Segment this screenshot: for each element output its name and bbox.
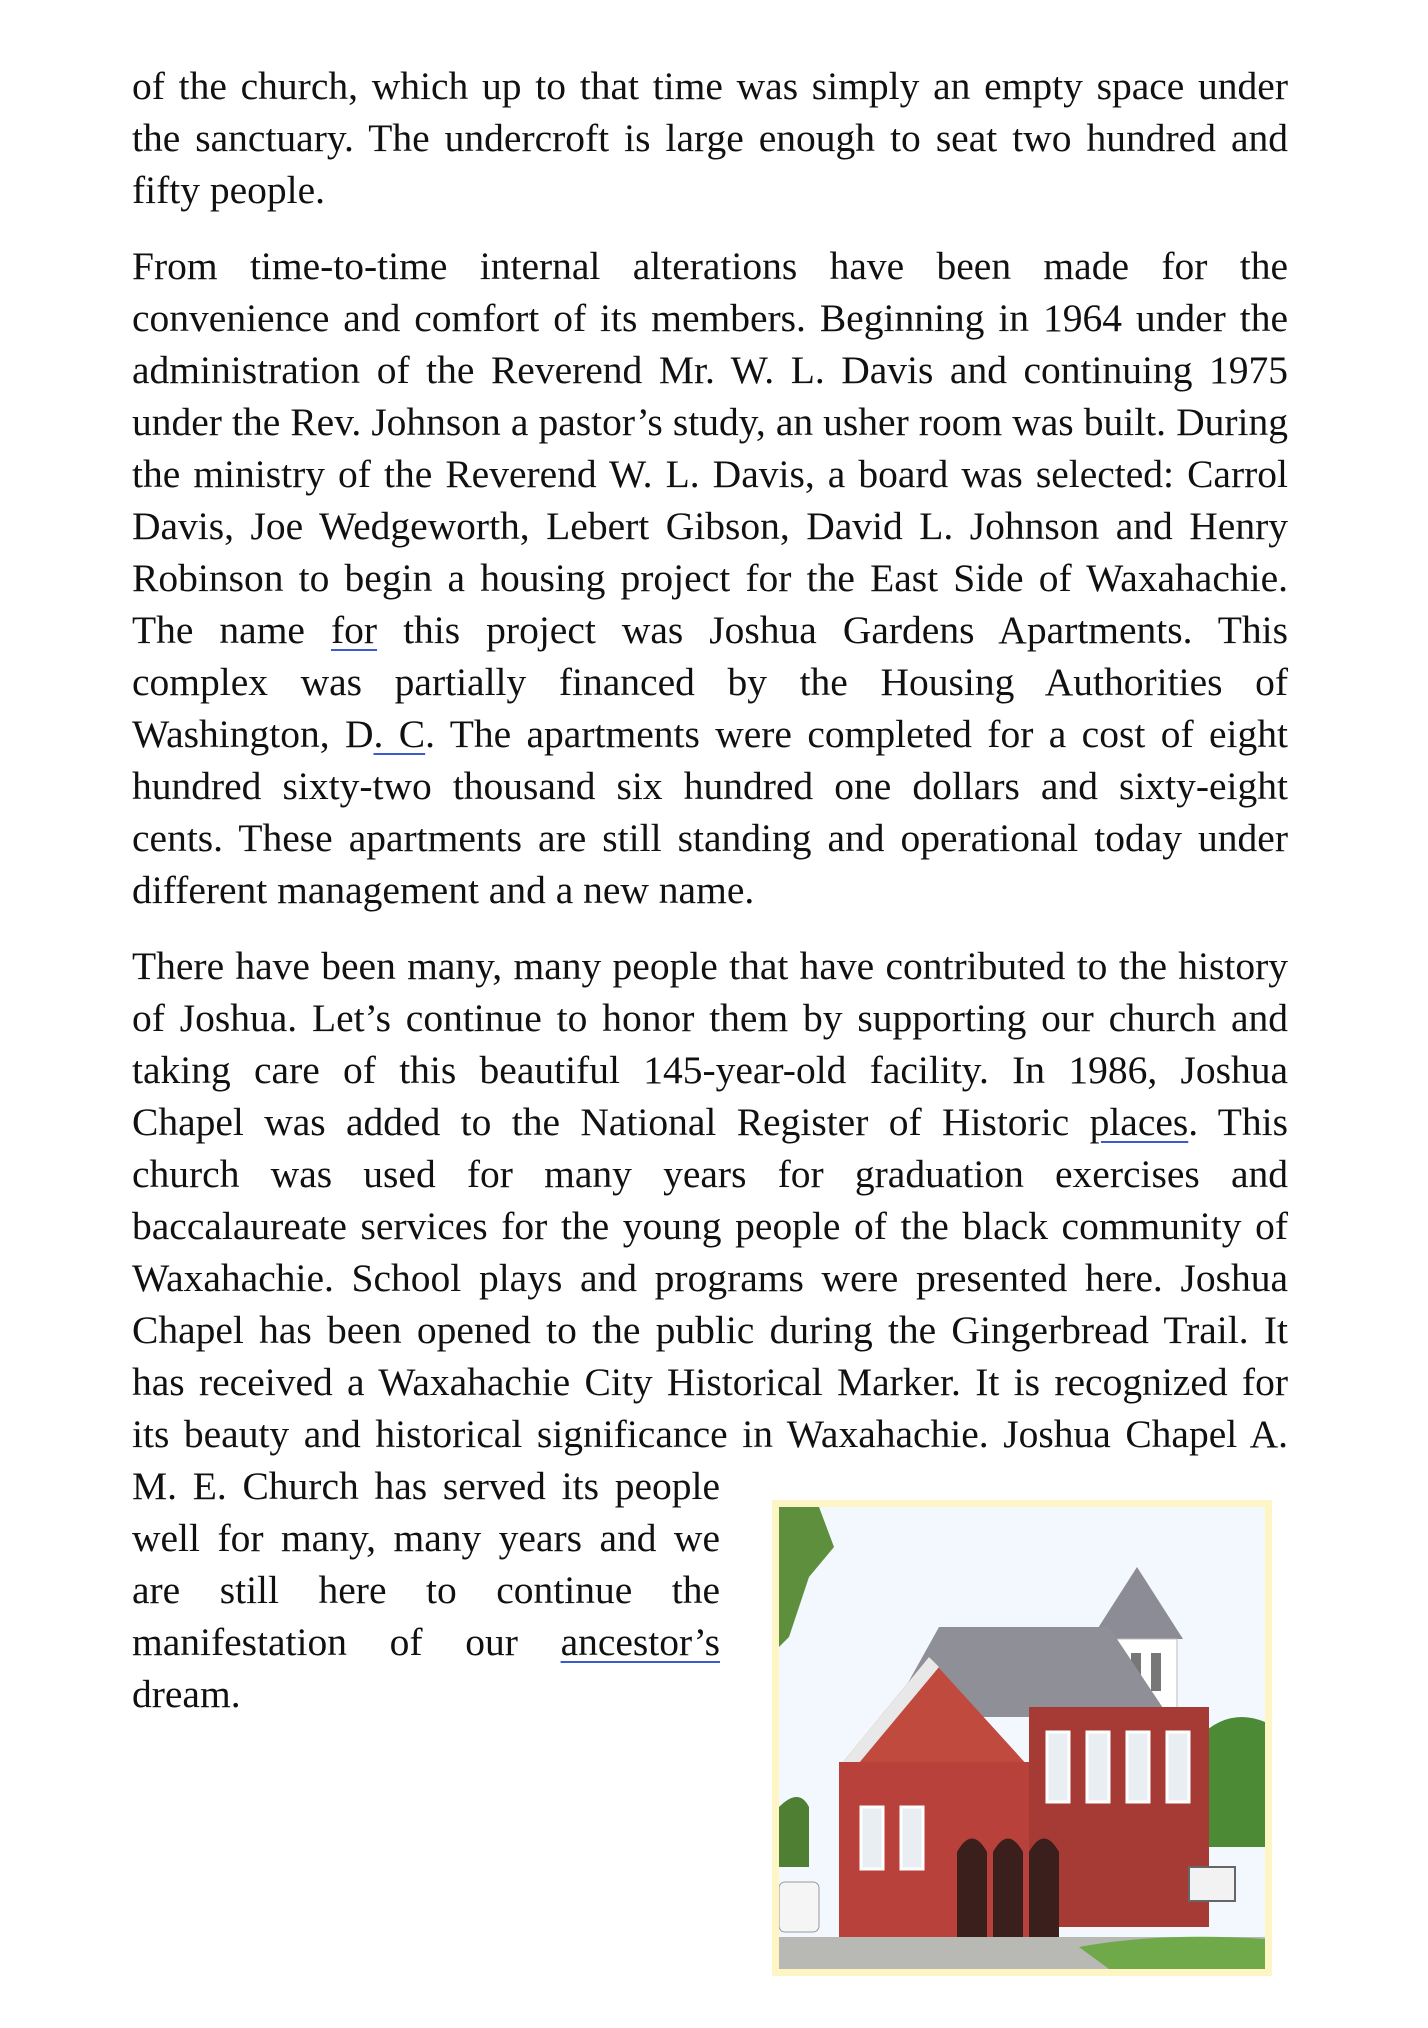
bush-left	[779, 1797, 809, 1867]
spellcheck-flag-places[interactable]: places	[1089, 1100, 1189, 1144]
paragraph-undercroft: of the church, which up to that time was simply an empty space under the sanctuary. The undercroft is large enough to seat two hundred and fifty people.	[132, 64, 1288, 212]
church-photo	[772, 1500, 1272, 1976]
spellcheck-flag-dc[interactable]: . C	[373, 712, 426, 756]
spellcheck-flag-ancestors[interactable]: ancestor’s	[560, 1620, 720, 1664]
paragraph-history: There have been many, many people that have contributed to the history of Joshua. Let’s continue to honor them by supporting our church and taking care of this beautiful 145-year-old facility. In 1986, Joshua Chapel was added to the National Register of Historic places. This church was used for many years for graduation exercises and baccalaureate services for the young people of the black community of Waxahachie. School plays and programs were presented here. Joshua Chapel has been opened to the public during the Gingerbread Trail. It has received a Waxahachie City Historical Marker. It is recognized for its beauty and historical significance in Waxahachie. Joshua Chapel A. M. E. Church has served its people well for many, many years and we are still here to continue the manifestation of our ancestor’s dream.	[132, 940, 1288, 1720]
spellcheck-flag-for[interactable]: for	[331, 608, 378, 652]
parked-car	[779, 1882, 819, 1932]
church-illustration	[779, 1507, 1265, 1969]
church-sign	[1189, 1867, 1235, 1901]
paragraph-alterations: From time-to-time internal alterations have been made for the convenience and comfort of its members. Beginning in 1964 under the administration of the Reverend Mr. W. L. Davis and continuing 1975 under the Rev. Johnson a pastor’s study, an usher room was built. During the ministry of the Reverend W. L. Davis, a board was selected: Carrol Davis, Joe Wedgeworth, Lebert Gibson, David L. Johnson and Henry Robinson to begin a housing project for the East Side of Waxahachie. The name for this project was Joshua Gardens Apartments. This complex was partially financed by the Housing Authorities of Washington, D. C. The apartments were completed for a cost of eight hundred sixty-two thousand six hundred one dollars and sixty-eight cents. These apartments are still standing and operational today under different management and a new name.	[132, 244, 1288, 912]
